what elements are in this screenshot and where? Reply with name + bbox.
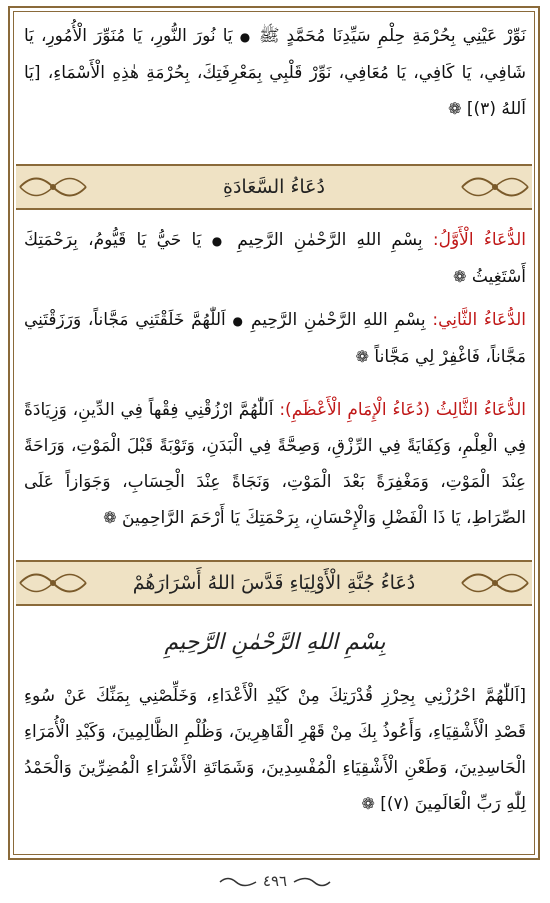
arabesque-ornament-icon [18, 168, 88, 206]
intro-paragraph [24, 18, 526, 127]
page-number-footer [200, 872, 350, 896]
dua-first-basmala: بِسْمِ اللهِ الرَّحْمٰنِ الرَّحِيمِ [237, 230, 423, 250]
flower-ornament-icon: ❁ [355, 347, 370, 366]
flower-ornament-icon: ❁ [361, 794, 375, 813]
arabesque-ornament-icon [18, 564, 88, 602]
page-number: ٤٩٦ [262, 872, 288, 890]
separator-dot: ● [232, 314, 245, 328]
flower-ornament-icon: ❁ [448, 99, 462, 118]
dua-third-label: الدُّعَاءُ الثَّالِثُ (دُعَاءُ الْإِمَامِ الْأَعْظَمِ): [279, 400, 526, 420]
swirl-ornament-icon [292, 875, 332, 889]
intro-line-1: نَوِّرْ عَيْنِي بِحُرْمَةِ حِلْمِ سَيِّدِنَا مُحَمَّدٍ ﷺ [258, 26, 526, 46]
dua-awliya-paragraph [24, 678, 526, 822]
dua-second-text: اَللّٰهُمَّ خَلَقْتَنِي مَجَّاناً، وَرَزَقْتَنِي مَجَّاناً، فَاغْفِرْ لِي مَجَّاناً [24, 310, 526, 367]
banner-title: دُعَاءُ السَّعَادَةِ [223, 176, 325, 198]
flower-ornament-icon: ❁ [453, 267, 467, 286]
dua-second-basmala: بِسْمِ اللهِ الرَّحْمٰنِ الرَّحِيمِ [250, 310, 426, 330]
arabesque-ornament-icon [460, 564, 530, 602]
dua-second-label: الدُّعَاءُ الثَّانِي: [432, 310, 527, 330]
dua-first-text: يَا حَيُّ يَا قَيُّومُ، بِرَحْمَتِكَ أَسْتَغِيثُ [24, 230, 526, 287]
dua-third-paragraph [24, 392, 526, 536]
separator-dot: ● [211, 234, 227, 248]
dua-second-paragraph [24, 302, 526, 375]
flower-ornament-icon: ❁ [103, 508, 117, 527]
dua-first-paragraph [24, 222, 526, 295]
swirl-ornament-icon [218, 875, 258, 889]
arabesque-ornament-icon [460, 168, 530, 206]
section-banner-saada [16, 164, 532, 210]
separator-dot: ● [239, 30, 252, 44]
basmala-calligraphy: بِسْمِ اللهِ الرَّحْمٰنِ الرَّحِيمِ [164, 630, 386, 655]
dua-third-text: اَللّٰهُمَّ ارْزُقْنِي فِقْهاً فِي الدِّينِ، وَزِيَادَةً فِي الْعِلْمِ، وَكِفَايَةً فِي الرِّزْقِ، وَصِحَّةً فِي الْبَدَنِ، وَتَوْبَةً قَبْلَ الْمَوْتِ، وَرَاحَةً عِنْدَ الْمَوْتِ، وَمَغْفِرَةً بَعْدَ الْمَوْتِ، وَنَجَاةً عِنْدَ الْحِسَابِ، وَجَوَازاً عَلَى الصِّرَاطِ، يَا ذَا الْفَضْلِ وَالْإِحْسَانِ، بِرَحْمَتِكَ يَا أَرْحَمَ الرَّاحِمِينَ [24, 400, 526, 528]
dua-first-label: الدُّعَاءُ الْأَوَّلُ: [432, 230, 526, 250]
dua-awliya-text: [اَللّٰهُمَّ احْرُزْنِي بِحِرْزِ قُدْرَتِكَ مِنْ كَيْدِ الْأَعْدَاءِ، وَخَلِّصْنِي بِمَنِّكَ عَنْ سُوءِ قَصْدِ الْأَشْقِيَاءِ، وَأَعُوذُ بِكَ مِنْ قَهْرِ الْقَاهِرِينَ، وَظُلْمِ الظَّالِمِينَ، وَكَيْدِ الْأُمَرَاءِ الْحَاسِدِينَ، وَطَعْنِ الْأَشْقِيَاءِ الْمُفْسِدِينَ، وَشَمَاتَةِ الْأَشْرَاءِ الْمُضِرِّينَ وَالْحَمْدُ لِلّٰهِ رَبِّ الْعَالَمِينَ (٧)] [24, 686, 526, 814]
section-banner-awliya [16, 560, 532, 606]
intro-line-2: يَا نُورَ النُّورِ، يَا مُنَوِّرَ الْأُمُورِ، يَا شَافِي، يَا كَافِي، يَا مُعَافِي، نَوِّرْ قَلْبِي بِمَعْرِفَتِكَ، بِحُرْمَةِ هٰذِهِ الْأَسْمَاءِ، [يَا اَللهُ (٣)] [24, 26, 526, 119]
banner-title: دُعَاءُ جُنَّةِ الْأَوْلِيَاءِ قَدَّسَ اللهُ أَسْرَارَهُمْ [132, 572, 416, 594]
